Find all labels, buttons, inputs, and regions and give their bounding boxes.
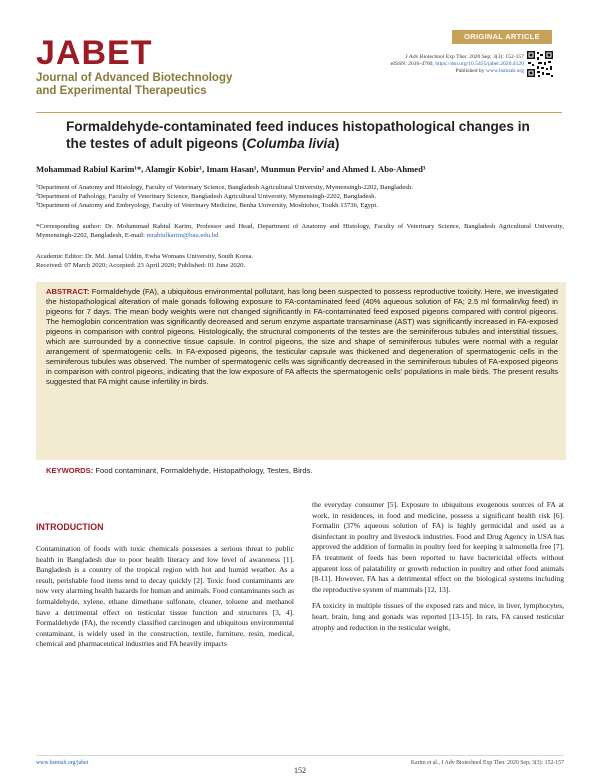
journal-name-line2: and Experimental Therapeutics: [36, 85, 207, 97]
doi-line: [391, 61, 524, 68]
qr-code-icon: [526, 50, 554, 78]
abstract-text: Formaldehyde (FA), a ubiquitous environmental pollutant, has long been suspected to possess reproductive toxicity. Here, we investigated the histopathological alteration of male gonads following exposure to FA-contaminated feed (40% aqueous solution of FA; 2.5 ml formalin/kg feed) in pigeons for 7 days. The mean body weights were not changed significantly in FA-contaminated feed exposed pigeons compared with control pigeons. The hemoglobin concentration was significantly decreased and serum enzyme aspartate transaminase (AST) was significantly increased in FA-exposed pigeons in comparison with control pigeons. Histologically, the structural components of the testes are the seminiferous tubules and interstitial tissues, which are surrounded by a connective tissue capsule. In control pigeons, the size and shape of seminiferous tubules were normal with a regular arrangement of spermatogenic cells. In FA-exposed pigeons, the testicular capsule was thickened and degeneration of spermatogenic cells in the seminiferous tubules was observed. The number of spermatogenic cells was significantly decreased in the seminiferous tubules of FA-exposed pigeons in comparison with control pigeons, indicating that the low exposure of FA affects the spermatogenic cells' populations in male birds. The present results suggested that FA might cause infertility in birds.: [46, 287, 558, 386]
footer-website-link[interactable]: www.bsmiab.org/jabet: [36, 760, 89, 766]
journal-name: [36, 72, 232, 98]
corresponding-email-link[interactable]: mrabiulkarim@bau.edu.bd: [146, 232, 219, 240]
eissn: eISSN: 2616-4760,: [390, 61, 434, 68]
title-end: ): [334, 136, 340, 151]
abstract: [46, 287, 558, 387]
page-number: 152: [294, 766, 306, 775]
section-heading-introduction: INTRODUCTION: [36, 522, 104, 532]
corresponding-author: [36, 222, 564, 241]
article-dates: Received: 07 March 2020; Accepted: 23 April 2020; Published: 01 June 2020.: [36, 262, 246, 270]
corresponding-text: *Corresponding author: Dr. Mohammad Rabiul Karim, Professor and Head, Department of Anatomy and Histology, Faculty of Veterinary Science, Bangladesh Agricultural University, Mymensingh-2202, Bangladesh, E-mail:: [36, 223, 564, 240]
keywords: [46, 466, 558, 476]
paragraph: Contamination of foods with toxic chemicals possesses a serious threat to public health in Bangladesh due to poor health literacy and low level of awareness [1]. Bangladesh is a country of the tropical region with hot and humid weather. As a result, perishable food items tend to decay quickly [2]. Toxic food contaminants are now very alarming health hazards for human and animals. Food contaminants such as formaldehyde, xylene, ethane dimethane sulfonate, cleaner, toluene and methanol have a detrimental effect on testicular tissue function and structures [3, 4]. Formaldehyde (FA), the recently classified carcinogen and ubiquitous environmental contaminant, is widely used in the construction, textile, furniture, resin, medical, chemical and pharmaceutical industries and FA heavily impacts: [36, 544, 294, 649]
paragraph: the everyday consumer [5]. Exposure to ubiquitous exogenous sources of FA at work, in residences, in food and medicine, possess a significant health risk [6]. Formalin (37% aqueous solution of FA) is highly germicidal and used as a disinfectant in poultry and livestock industries. Food and Drug Agency in USA has approved the addition of formalin in poultry feed for keeping it salmonella free [7]. FA treatment of feeds has been reported to have bactericidal effects without apparent loss of palatability or growth reduction in poultry and other food animals [8-11]. However, FA has a detrimental effect on the biological systems including the reproductive system of mammals [12, 13].: [312, 500, 564, 594]
footer-citation: Karim et al., J Adv Biotechnol Exp Ther. 2020 Sep; 3(3): 152-157: [410, 760, 564, 766]
academic-editor: Academic Editor: Dr. Md. Jamal Uddin, Ewha Womans University, South Korea.: [36, 253, 254, 260]
citation: J Adv Biotechnol Exp Ther. 2020 Sep; 3(3): 152-157: [405, 54, 524, 60]
affiliations: [36, 183, 566, 210]
paragraph: FA toxicity in multiple tissues of the exposed rats and mice, in liver, lymphocytes, heart, brain, lung and gonads was reported [13-15]. In rats, FA caused testicular atrophy and reduction in the testicular weight,: [312, 601, 564, 632]
author-list: Mohammad Rabiul Karim¹*, Alamgir Kobir¹, Imam Hasan¹, Munmun Pervin² and Ahmed I. Abo-Ahmed³: [36, 164, 426, 174]
affiliation-2: ²Department of Pathology, Faculty of Veterinary Science, Bangladesh Agricultural University, Mymensingh-2202, Bangladesh.: [36, 193, 377, 200]
keywords-label: KEYWORDS:: [46, 466, 94, 475]
article-title: [66, 118, 546, 152]
citation-block: [391, 54, 524, 76]
title-main: Formaldehyde-contaminated feed induces histopathological changes in the testes of adult pigeons (: [66, 119, 530, 151]
journal-name-line1: Journal of Advanced Biotechnology: [36, 72, 233, 84]
footer-rule: [36, 755, 564, 756]
body-column-right: [312, 500, 564, 639]
abstract-label: ABSTRACT:: [46, 287, 90, 296]
title-species: Columba livia: [246, 136, 335, 151]
doi-link[interactable]: https://doi.org/10.5455/jabet.2020.d120: [435, 61, 524, 68]
keywords-text: Food contaminant, Formaldehyde, Histopathology, Testes, Birds.: [93, 466, 313, 475]
article-type-badge: ORIGINAL ARTICLE: [452, 30, 552, 44]
affiliation-1: ¹Department of Anatomy and Histology, Faculty of Veterinary Science, Bangladesh Agricultural University, Mymensingh-2202, Bangladesh.: [36, 184, 413, 191]
journal-logo: JABET: [36, 34, 153, 72]
publisher-line: [391, 68, 524, 75]
affiliation-3: ³Department of Anatomy and Embryology, Faculty of Veterinary Medicine, Benha University, Moshtohor, Toukh 13736, Egypt.: [36, 202, 378, 209]
published-by-label: Published by: [455, 68, 485, 75]
header-rule: [36, 112, 562, 113]
editor-and-dates: [36, 252, 564, 270]
body-column-left: [36, 544, 294, 656]
publisher-link[interactable]: www.bsmiab.org: [485, 68, 524, 75]
